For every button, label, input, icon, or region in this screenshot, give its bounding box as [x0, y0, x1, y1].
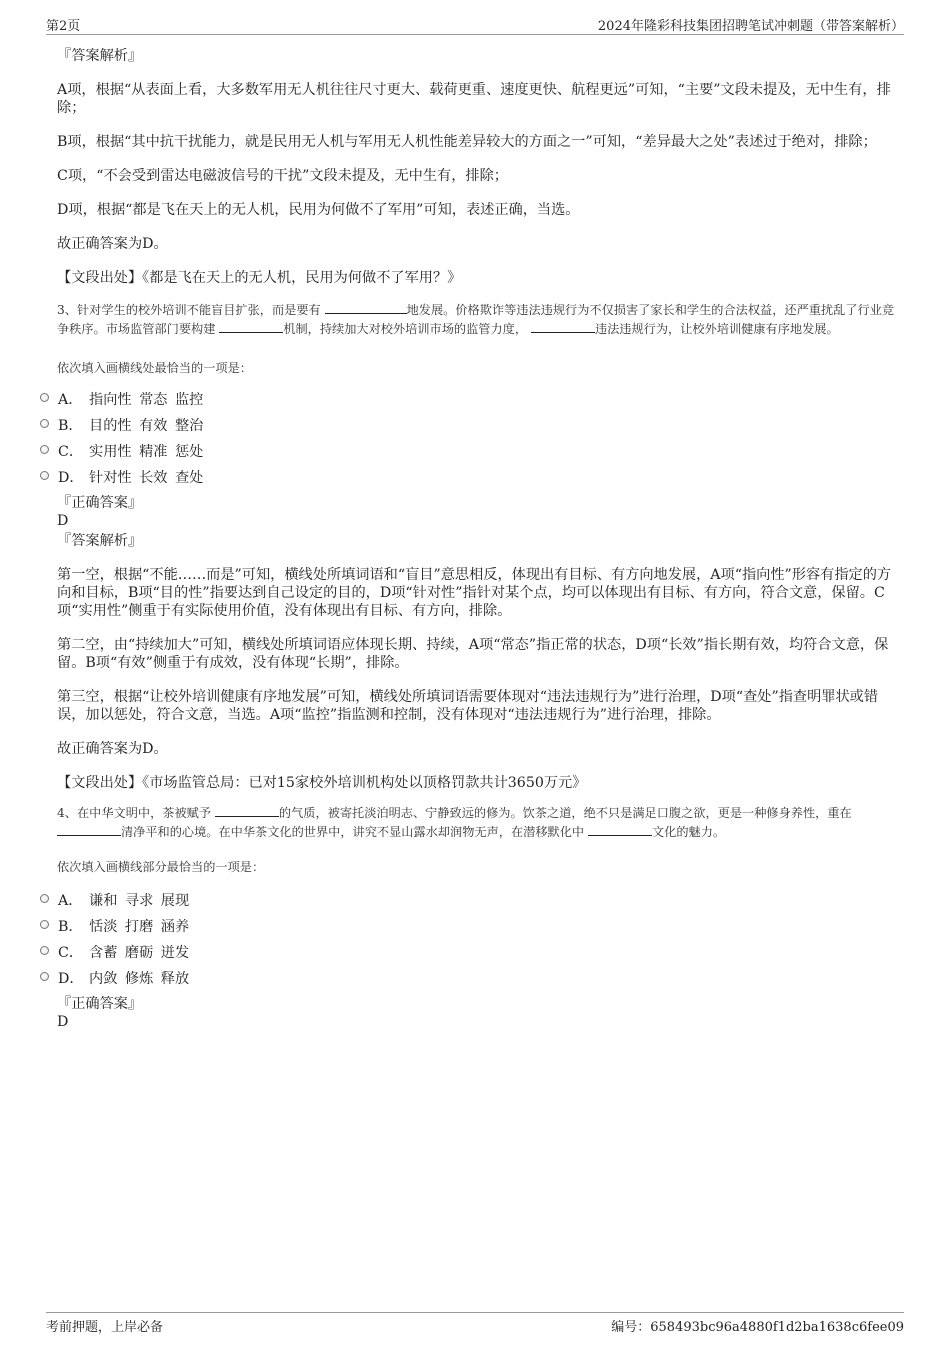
- radio-icon[interactable]: [40, 920, 49, 929]
- footer-slogan: 考前押题，上岸必备: [46, 1320, 164, 1335]
- radio-icon[interactable]: [40, 471, 49, 480]
- page-footer: [46, 1312, 904, 1335]
- q3-stem: 3、针对学生的校外培训不能盲目扩张，而是要有 地发展。价格欺诈等违法违规行为不仅损害了家长和学生的合法权益，还严重扰乱了行业竞争秩序。市场监管部门要构建 机制，持续加大对校外培训市场的监管力度， 违法违规行为，让校外培训健康有序地发展。: [57, 303, 895, 336]
- q4-answer-title: 『正确答案』: [57, 996, 143, 1012]
- option-b[interactable]: B． 恬淡 打磨 涵养: [0, 913, 897, 939]
- option-c[interactable]: C． 实用性 精准 惩处: [0, 438, 897, 464]
- radio-icon[interactable]: [40, 419, 49, 428]
- radio-icon[interactable]: [40, 946, 49, 955]
- blank-line: [57, 823, 121, 836]
- option-a[interactable]: A． 指向性 常态 监控: [0, 386, 897, 412]
- q3-conclusion: 故正确答案为D。: [57, 741, 168, 757]
- blank-line: [215, 804, 279, 817]
- q3-analysis-para3: 第三空，根据“让校外培训健康有序地发展”可知，横线处所填词语需要体现对“违法违规行为”进行治理，D项“查处”指查明罪状或错误，加以惩处，符合文意，当选。A项“监控”指监测和控制，没有体现对“违法违规行为”进行治理，排除。: [57, 689, 879, 723]
- blank-line: [219, 320, 283, 333]
- q3-analysis-para1: 第一空，根据“不能……而是”可知，横线处所填词语和“盲目”意思相反，体现出有目标、有方向地发展，A项“指向性”形容有指定的方向和目标，B项“目的性”指要达到自己设定的目的，D项“针对性”指针对某个点，均可以体现出有目标、有方向，符合文意，保留。C项“实用性”侧重于有实际使用价值，没有体现出有目标、有方向，排除。: [57, 567, 892, 619]
- radio-icon[interactable]: [40, 393, 49, 402]
- blank-line: [325, 301, 407, 314]
- q3-analysis-para2: 第二空，由“持续加大”可知，横线处所填词语应体现长期、持续，A项“常态”指正常的状态，D项“长效”指长期有效，均符合文意，保留。B项“有效”侧重于有成效，没有体现“长期”，排除。: [57, 637, 889, 671]
- q2-analysis-title: 『答案解析』: [57, 48, 143, 64]
- option-b[interactable]: B． 目的性 有效 整治: [0, 412, 897, 438]
- document-title: 2024年隆彩科技集团招聘笔试冲刺题（带答案解析）: [597, 19, 904, 34]
- q2-analysis-c: C项，“不会受到雷达电磁波信号的干扰”文段未提及，无中生有，排除；: [57, 168, 508, 184]
- q2-analysis-a: A项，根据“从表面上看，大多数军用无人机往往尺寸更大、载荷更重、速度更快、航程更远”可知，“主要”文段未提及，无中生有，排除；: [57, 82, 891, 116]
- q3-options: [0, 386, 897, 490]
- q3-prompt: 依次填入画横线处最恰当的一项是：: [57, 361, 252, 375]
- q4-answer: D: [57, 1014, 69, 1030]
- q3-answer: D: [57, 513, 69, 529]
- q3-analysis-title: 『答案解析』: [57, 533, 143, 549]
- option-a[interactable]: A． 谦和 寻求 展现: [0, 887, 897, 913]
- radio-icon[interactable]: [40, 894, 49, 903]
- radio-icon[interactable]: [40, 445, 49, 454]
- radio-icon[interactable]: [40, 972, 49, 981]
- q4-options: [0, 887, 897, 991]
- document-code: 编号：658493bc96a4880f1d2ba1638c6fee09: [611, 1320, 904, 1335]
- q2-analysis-d: D项，根据“都是飞在天上的无人机，民用为何做不了军用”可知，表述正确，当选。: [57, 202, 580, 218]
- option-d[interactable]: D． 内敛 修炼 释放: [0, 965, 897, 991]
- page-number: 第2页: [46, 19, 81, 34]
- page-header: [46, 14, 904, 35]
- blank-line: [531, 320, 595, 333]
- q2-analysis-b: B项，根据“其中抗干扰能力，就是民用无人机与军用无人机性能差异较大的方面之一”可知，“差异最大之处”表述过于绝对，排除；: [57, 134, 877, 150]
- option-c[interactable]: C． 含蓄 磨砺 迸发: [0, 939, 897, 965]
- q3-source: 【文段出处】《市场监管总局：已对15家校外培训机构处以顶格罚款共计3650万元》: [57, 775, 587, 791]
- q2-source: 【文段出处】《都是飞在天上的无人机，民用为何做不了军用？》: [57, 270, 462, 286]
- q2-conclusion: 故正确答案为D。: [57, 236, 168, 252]
- q3-answer-title: 『正确答案』: [57, 495, 143, 511]
- page-content: [57, 45, 897, 1031]
- option-d[interactable]: D． 针对性 长效 查处: [0, 464, 897, 490]
- q4-prompt: 依次填入画横线部分最恰当的一项是：: [57, 860, 265, 874]
- q4-stem: 4、在中华文明中，茶被赋予 的气质，被寄托淡泊明志、宁静致远的修为。饮茶之道，绝不只是满足口腹之欲，更是一种修身养性，重在 清净平和的心境。在中华茶文化的世界中，讲究不显山露水却润物无声，在潜移默化中 文化的魅力。: [57, 806, 852, 839]
- blank-line: [588, 823, 652, 836]
